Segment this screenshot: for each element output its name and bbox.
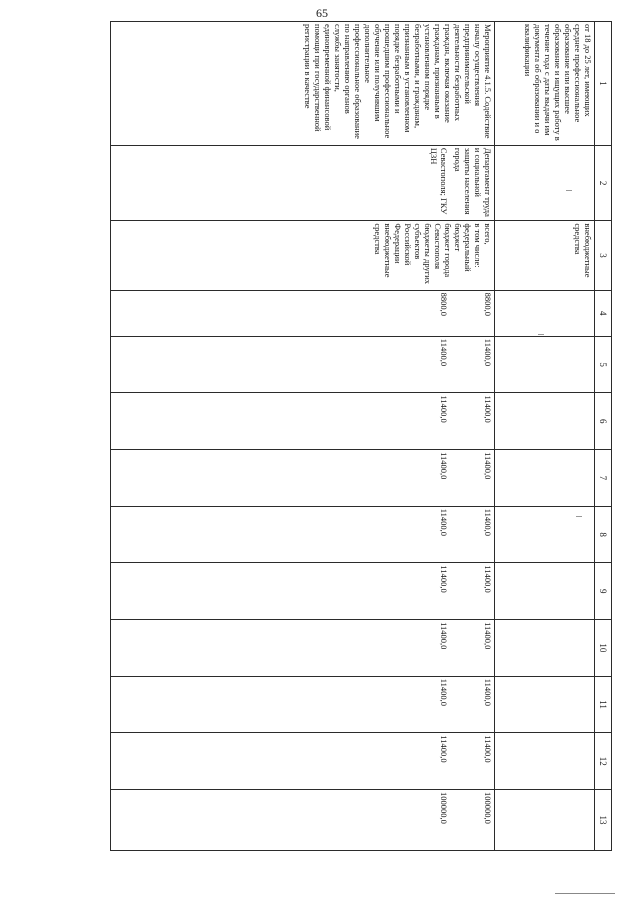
header-cell-10: 10 bbox=[595, 620, 612, 677]
header-cell-2: 2 bbox=[595, 145, 612, 221]
value-col9: 11400,0 11400,0 bbox=[111, 563, 495, 620]
value-col13: 100000,0 100000,0 bbox=[111, 790, 495, 851]
header-cell-3: 3 bbox=[595, 221, 612, 290]
page-number: 65 bbox=[316, 6, 328, 20]
budget-table bbox=[110, 21, 612, 851]
source-total: всего, bbox=[483, 223, 493, 245]
measure-funding-sources bbox=[111, 221, 495, 290]
value-col8: 11400,0 11400,0 bbox=[111, 506, 495, 563]
header-cell-9: 9 bbox=[595, 563, 612, 620]
header-cell-1: 1 bbox=[595, 22, 612, 146]
continuation-description: от 18 до 25 лет, имеющих среднее профессиональное образование или высшее образование и ищущих работу в течение года с даты выдачи им документа об образовании и о квалификации bbox=[495, 22, 595, 146]
header-cell-11: 11 bbox=[595, 676, 612, 733]
measure-executor bbox=[111, 145, 495, 221]
value-col10: 11400,0 11400,0 bbox=[111, 620, 495, 677]
table-row-continuation bbox=[495, 22, 595, 851]
value-col11: 11400,0 11400,0 bbox=[111, 676, 495, 733]
header-row bbox=[595, 22, 612, 851]
scan-mark bbox=[566, 190, 572, 191]
value-col7: 11400,0 11400,0 bbox=[111, 450, 495, 507]
footer-line bbox=[555, 893, 615, 894]
executor-part-b: Севастополя; ГКУ ЦЗН bbox=[428, 147, 449, 215]
scan-mark bbox=[576, 516, 582, 517]
scan-mark bbox=[538, 334, 544, 335]
header-cell-6: 6 bbox=[595, 393, 612, 450]
header-cell-4: 4 bbox=[595, 290, 612, 336]
continuation-source: внебюджетные средства bbox=[495, 221, 595, 290]
header-cell-7: 7 bbox=[595, 450, 612, 507]
source-extrabudget: внебюджетные средства bbox=[372, 223, 393, 278]
header-cell-13: 13 bbox=[595, 790, 612, 851]
value-col4: 8800,0 8800,0 bbox=[111, 290, 495, 336]
source-incl: в том числе: bbox=[472, 223, 483, 268]
header-cell-5: 5 bbox=[595, 336, 612, 393]
value-col5: 11400,0 11400,0 bbox=[111, 336, 495, 393]
source-city: бюджет города Севастополя bbox=[432, 223, 453, 278]
value-col6: 11400,0 11400,0 bbox=[111, 393, 495, 450]
continuation-executor bbox=[495, 145, 595, 221]
header-cell-8: 8 bbox=[595, 506, 612, 563]
budget-table-sheet bbox=[110, 21, 612, 851]
table-row-measure bbox=[111, 22, 495, 851]
value-col12: 11400,0 11400,0 bbox=[111, 733, 495, 790]
source-regions: бюджеты других субъектов Российской Федерации bbox=[392, 223, 433, 285]
source-federal: федеральный бюджет bbox=[452, 223, 473, 272]
measure-description: Мероприятие 4.1.5. Содействие началу осуществления предпринимательской деятельности безработных граждан, включая оказание гражданам, признанным в установленном порядке безработными, и гражданам, признанным в установленном порядке безработными и прошедшим профессиональное обучение или получившим дополнительное профессиональное образование по направлению органов службы занятости, единовременной финансовой помощи при государственной регистрации в качестве bbox=[111, 22, 495, 146]
executor-part-a: Департамент труда и социальной защиты населения города bbox=[452, 147, 493, 217]
header-cell-12: 12 bbox=[595, 733, 612, 790]
